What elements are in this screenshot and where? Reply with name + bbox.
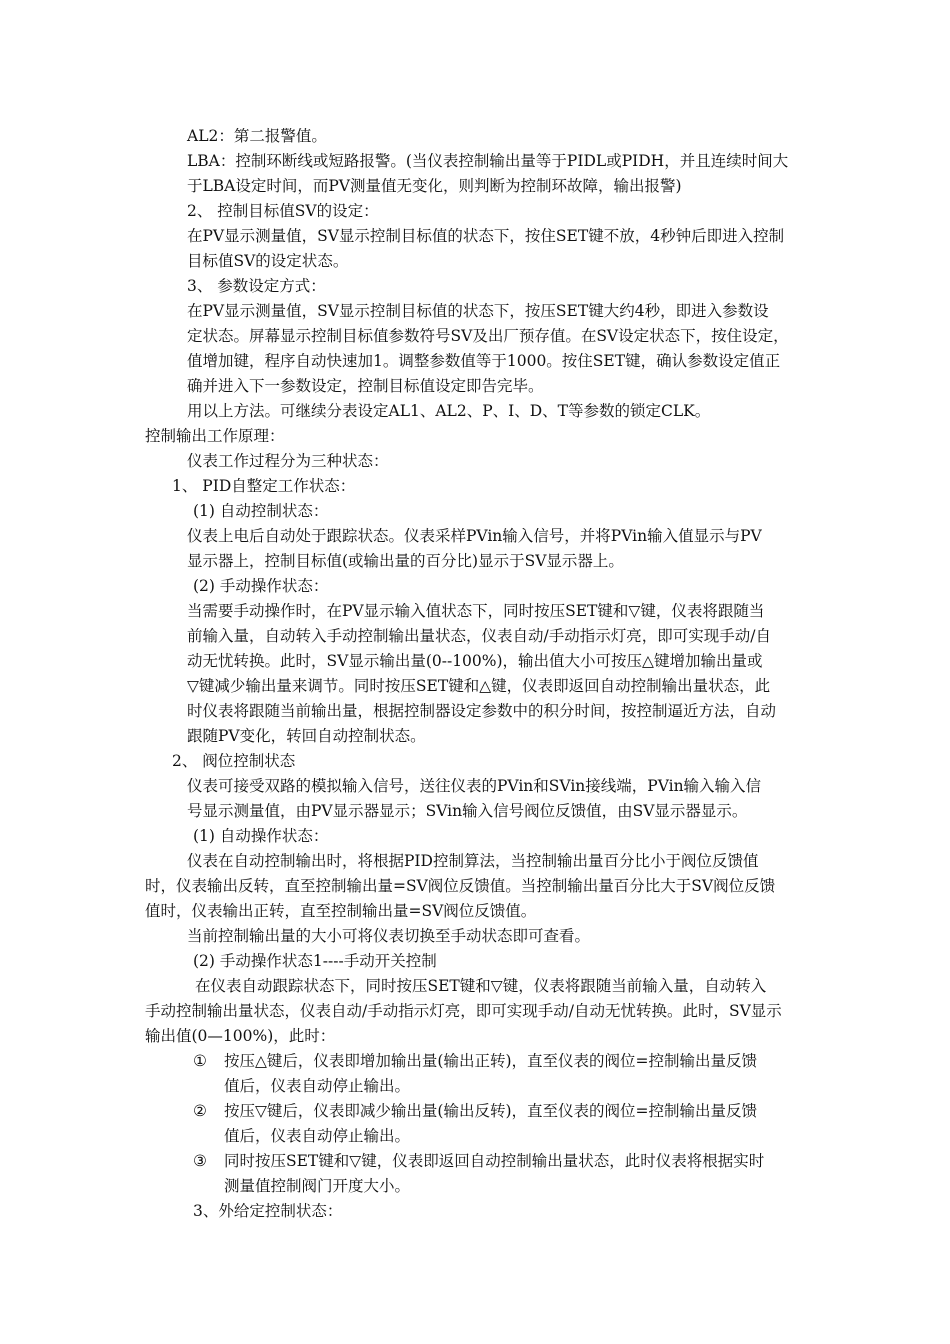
list-item-text: 同时按压SET键和▽键，仪表即返回自动控制输出量状态，此时仪表将根据实时	[224, 1152, 765, 1170]
section-heading: 2、 控制目标值SV的设定：	[187, 202, 379, 220]
text-line: 在仪表自动跟踪状态下，同时按压SET键和▽键，仪表将跟随当前输入量，自动转入	[195, 977, 767, 995]
text-line: 定状态。屏幕显示控制目标值参数符号SV及出厂预存值。在SV设定状态下，按住设定，	[187, 327, 789, 345]
text-line: 目标值SV的设定状态。	[187, 252, 349, 270]
text-line: 动无忧转换。此时，SV显示输出量(0--100%)，输出值大小可按压△键增加输出量或	[187, 652, 763, 670]
text-line: 用以上方法。可继续分表设定AL1、AL2、P、I、D、T等参数的锁定CLK。	[187, 402, 711, 420]
text-line: 当前控制输出量的大小可将仪表切换至手动状态即可查看。	[187, 927, 591, 945]
text-line: 输出值(0—100%)，此时：	[145, 1027, 336, 1045]
list-item-text: 值后，仪表自动停止输出。	[224, 1127, 411, 1145]
list-item-text: 测量值控制阀门开度大小。	[224, 1177, 411, 1195]
text-line: 确并进入下一参数设定，控制目标值设定即告完毕。	[187, 377, 544, 395]
text-line: 仪表在自动控制输出时，将根据PID控制算法，当控制输出量百分比小于阀位反馈值	[187, 852, 759, 870]
text-line: 号显示测量值，由PV显示器显示；SVin输入信号阀位反馈值，由SV显示器显示。	[187, 802, 748, 820]
subsection-heading: (1) 自动操作状态：	[193, 827, 329, 845]
text-line: 仪表工作过程分为三种状态：	[187, 452, 389, 470]
text-line: 在PV显示测量值，SV显示控制目标值的状态下，按住SET键不放，4秒钟后即进入控制	[187, 227, 785, 245]
text-line: 时，仪表输出反转，直至控制输出量=SV阀位反馈值。当控制输出量百分比大于SV阀位反馈	[145, 877, 776, 895]
section-heading: 1、 PID自整定工作状态：	[172, 477, 356, 495]
text-line: 前输入量，自动转入手动控制输出量状态，仪表自动/手动指示灯亮，即可实现手动/自	[187, 627, 771, 645]
text-line: ▽键减少输出量来调节。同时按压SET键和△键，仪表即返回自动控制输出量状态，此	[187, 677, 771, 695]
list-item-marker: ②	[193, 1102, 207, 1120]
section-heading: 2、 阀位控制状态	[172, 752, 296, 770]
text-line: 跟随PV变化，转回自动控制状态。	[187, 727, 426, 745]
text-line: 仪表可接受双路的模拟输入信号，送往仪表的PVin和SVin接线端，PVin输入输入信	[187, 777, 762, 795]
list-item-text: 值后，仪表自动停止输出。	[224, 1077, 411, 1095]
section-heading: 控制输出工作原理：	[145, 427, 285, 445]
section-heading: 3、 参数设定方式：	[187, 277, 326, 295]
text-line: 时仪表将跟随当前输出量，根据控制器设定参数中的积分时间，按控制逼近方法，自动	[187, 702, 777, 720]
subsection-heading: (2) 手动操作状态1----手动开关控制	[193, 952, 437, 970]
list-item-text: 按压▽键后，仪表即减少输出量(输出反转)，直至仪表的阀位=控制输出量反馈	[224, 1102, 758, 1120]
text-line: 在PV显示测量值，SV显示控制目标值的状态下，按压SET键大约4秒，即进入参数设	[187, 302, 769, 320]
text-line: 手动控制输出量状态，仪表自动/手动指示灯亮，即可实现手动/自动无忧转换。此时，SV显示	[145, 1002, 782, 1020]
text-line: 当需要手动操作时，在PV显示输入值状态下，同时按压SET键和▽键，仪表将跟随当	[187, 602, 765, 620]
text-line: 于LBA设定时间，而PV测量值无变化，则判断为控制环故障，输出报警)	[187, 177, 682, 195]
list-item-marker: ①	[193, 1052, 207, 1070]
text-line: 值增加键，程序自动快速加1。调整参数值等于1000。按住SET键，确认参数设定值正	[187, 352, 781, 370]
text-line: AL2：第二报警值。	[187, 127, 327, 145]
subsection-heading: (2) 手动操作状态：	[193, 577, 329, 595]
subsection-heading: (1) 自动控制状态：	[193, 502, 329, 520]
text-line: 仪表上电后自动处于跟踪状态。仪表采样PVin输入信号，并将PVin输入值显示与PV	[187, 527, 762, 545]
text-line: 显示器上，控制目标值(或输出量的百分比)显示于SV显示器上。	[187, 552, 624, 570]
section-heading: 3、外给定控制状态：	[193, 1202, 343, 1220]
list-item-marker: ③	[193, 1152, 207, 1170]
text-line: 值时，仪表输出正转，直至控制输出量=SV阀位反馈值。	[145, 902, 537, 920]
list-item-text: 按压△键后，仪表即增加输出量(输出正转)，直至仪表的阀位=控制输出量反馈	[224, 1052, 758, 1070]
text-line: LBA：控制环断线或短路报警。(当仪表控制输出量等于PIDL或PIDH，并且连续时间大	[187, 152, 789, 170]
